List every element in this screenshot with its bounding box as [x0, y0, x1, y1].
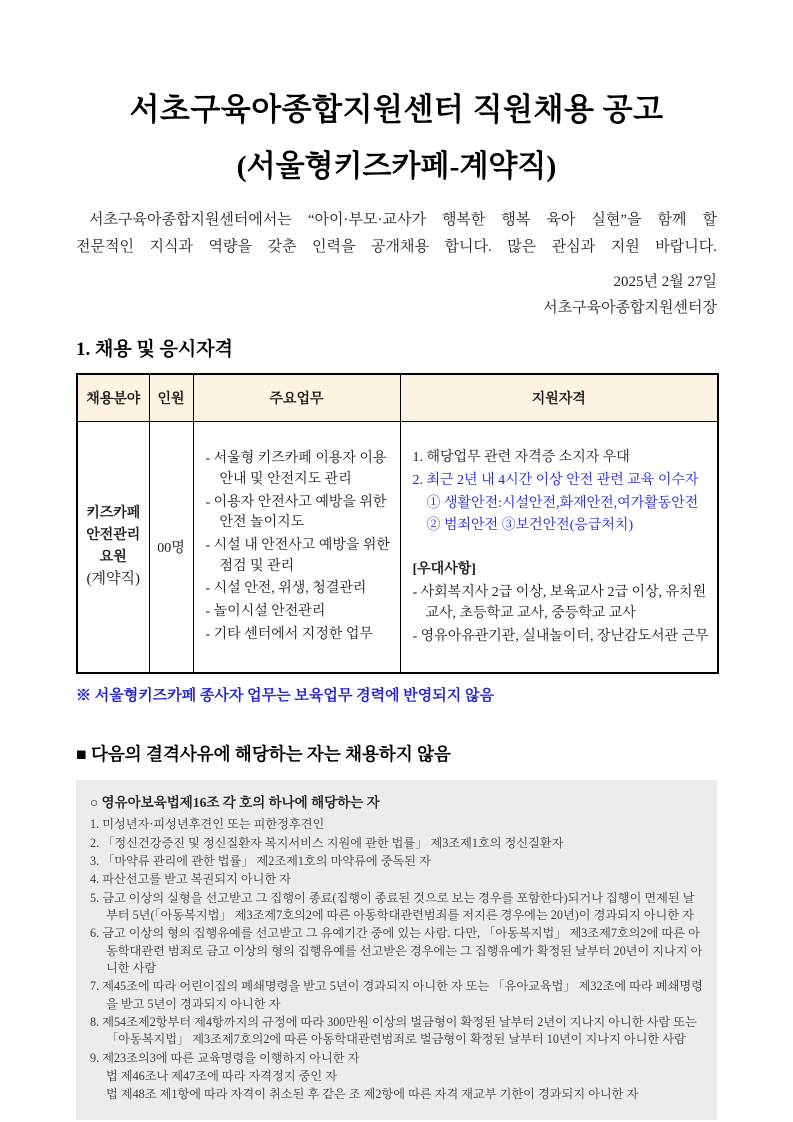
cell-headcount: 00명 [149, 422, 193, 674]
table-row [77, 422, 718, 674]
spacer [413, 538, 710, 558]
table-header-row [77, 374, 718, 422]
law-sub-item: 법 제46조나 제47조에 따라 자격정지 중인 자 [106, 1068, 338, 1083]
law-item: 7. 제45조에 따라 어린이집의 폐쇄명령을 받고 5년이 경과되지 아니한 자 또는 「유아교육법」 제32조에 따라 폐쇄명령을 받고 5년이 경과되지 아니한 자 [90, 979, 703, 1011]
col-header-duties: 주요업무 [193, 374, 400, 422]
field-line: 키즈카페 [86, 506, 141, 522]
preferred-item: - 사회복지사 2급 이상, 보육교사 2급 이상, 유치원교사, 초등학교 교사, 중등학교 교사 [412, 584, 707, 622]
announcement-signer: 서초구육아종합지원센터장 [543, 299, 717, 316]
duty-item: - 시설 안전, 위생, 청결관리 [205, 581, 367, 597]
field-line: 요원 [99, 549, 127, 565]
intro-paragraph [76, 207, 717, 260]
intro-line-2: 전문적인 지식과 역량을 갖춘 인력을 공개채용 합니다. 많은 관심과 지원 바랍니다. [76, 238, 717, 255]
preferred-item: - 영유아유관기관, 실내놀이터, 장난감도서관 근무 [412, 628, 709, 644]
qualification-subitem: ② 범죄안전 ③보건안전(응급처치) [426, 518, 634, 534]
qualification-item: 2. 최근 2년 내 4시간 이상 안전 관련 교육 이수자 [412, 472, 699, 488]
law-sub-item: 법 제48조 제1항에 따라 자격이 취소된 후 같은 조 제2항에 따른 자격 재교부 기한이 경과되지 아니한 자 [106, 1087, 639, 1102]
duty-item: - 이용자 안전사고 예방을 위한 안전 놀이지도 [205, 494, 387, 531]
section-disqualification-heading: ■ 다음의 결격사유에 해당하는 자는 채용하지 않음 [76, 744, 451, 765]
law-item: 8. 제54조제2항부터 제4항까지의 규정에 따라 300만원 이상의 벌금형이 확정된 날부터 2년이 지나지 아니한 사람 또는 「아동복지법」 제3조제7호의2에 따른 아동학대관련범죄로 벌금형이 확정된 날부터 10년이 지나지 아니한 사람 [90, 1014, 697, 1047]
col-header-qualifications: 지원자격 [400, 374, 718, 422]
law-item: 4. 파산선고를 받고 복권되지 아니한 자 [90, 872, 291, 887]
cell-qualifications [400, 422, 718, 674]
preferred-title: [우대사항] [412, 561, 476, 577]
cell-duties [193, 422, 400, 674]
document-page [76, 0, 717, 1120]
qualification-subitem: ① 생활안전:시설안전,화재안전,여가활동안전 [426, 495, 699, 511]
kidscafe-career-note: ※ 서울형키즈카페 종사자 업무는 보육업무 경력에 반영되지 않음 [76, 688, 494, 705]
law-item: 1. 미성년자·피성년후견인 또는 피한정후견인 [90, 817, 325, 832]
law-item: 2. 「정신건강증진 및 정신질환자 복지서비스 지원에 관한 법률」 제3조제1호의 정신질환자 [90, 835, 564, 850]
duty-item: - 기타 센터에서 지정한 업무 [205, 626, 373, 642]
intro-line-1: 서초구육아종합지원센터에서는 “아이·부모·교사가 행복한 행복 육아 실현”을 함께 할 [89, 212, 717, 228]
cell-recruitment-field [77, 422, 149, 674]
field-contract-type: (계약직) [86, 571, 140, 588]
page-title: 서초구육아종합지원센터 직원채용 공고 [129, 92, 664, 127]
duty-item: - 시설 내 안전사고 예방을 위한 점검 및 관리 [205, 538, 390, 574]
law-item: 3. 「마약류 관리에 관한 법률」 제2조제1호의 마약류에 중독된 자 [90, 854, 431, 869]
section-recruitment-heading: 1. 채용 및 응시자격 [76, 339, 233, 361]
signature-block [76, 270, 717, 321]
law-item: 5. 금고 이상의 실형을 선고받고 그 집행이 종료(집행이 종료된 것으로 보는 경우를 포함한다)되거나 집행이 면제된 날부터 5년(「아동복지법」 제3조제7호의2에 따른 아동학대관련범죄를 저지른 경우에는 20년)이 경과되지 아니한 자 [90, 890, 695, 923]
law-box-title: ○ 영유아보육법제16조 각 호의 하나에 해당하는 자 [90, 795, 380, 811]
law-item: 6. 금고 이상의 형의 집행유예를 선고받고 그 유예기간 중에 있는 사람. 다만, 「아동복지법」 제3조제7호의2에 따른 아동학대관련 범죄로 금고 이상의 형의 집행유예를 선고받은 경우에는 그 집행유예가 확정된 날부터 20년이 지나지 아니한 사람 [90, 926, 703, 975]
law-item: 9. 제23조의3에 따른 교육명령을 이행하지 아니한 자 [90, 1050, 360, 1065]
disqualification-box [76, 780, 717, 1119]
duty-item: - 서울형 키즈카페 이용자 이용안내 및 안전지도 관리 [205, 451, 387, 487]
col-header-headcount: 인원 [149, 374, 193, 422]
page-subtitle: (서울형키즈카페-계약직) [236, 150, 557, 183]
duty-item: - 놀이시설 안전관리 [205, 604, 326, 620]
announcement-date: 2025년 2월 27일 [613, 274, 717, 291]
field-line: 안전관리 [86, 527, 141, 543]
recruitment-table [76, 373, 719, 674]
col-header-field: 채용분야 [77, 374, 149, 422]
qualification-item: 1. 해당업무 관련 자격증 소지자 우대 [412, 450, 630, 466]
